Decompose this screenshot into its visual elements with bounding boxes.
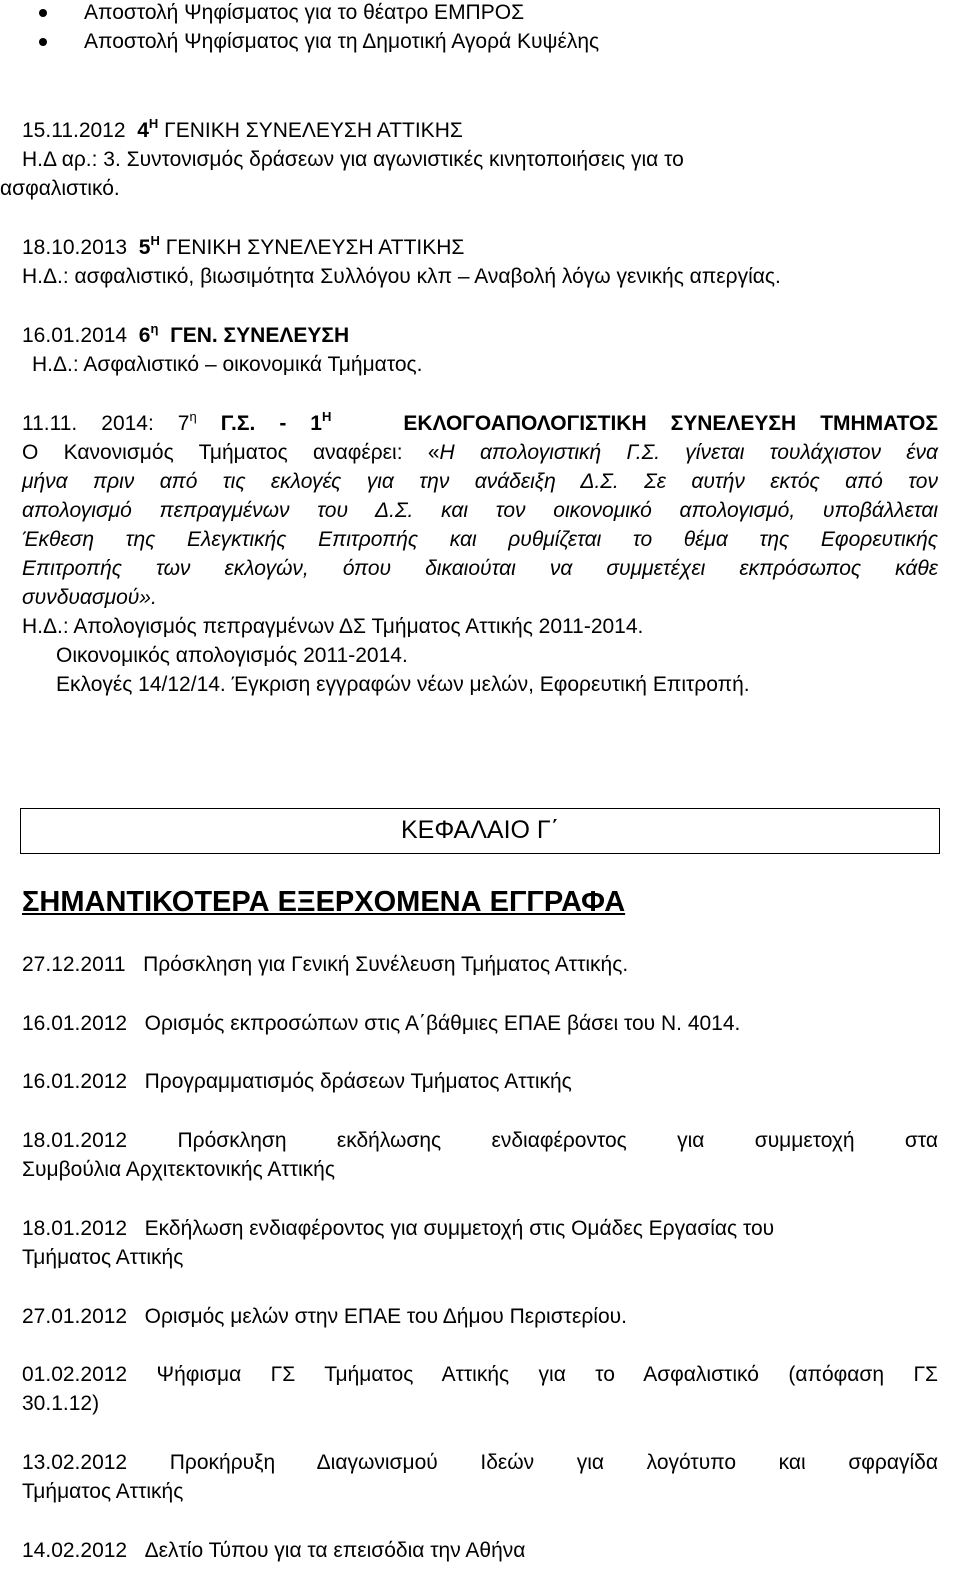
document-entry bbox=[22, 1360, 938, 1418]
document-text-cont: Συμβούλια Αρχιτεκτονικής Αττικής bbox=[22, 1158, 335, 1181]
document-entry bbox=[22, 1126, 938, 1184]
assembly-agenda: ασφαλιστικό. bbox=[0, 177, 120, 200]
assembly-agenda: Η.Δ.: Απολογισμός πεπραγμένων ΔΣ Τμήματος Αττικής 2011-2014. bbox=[22, 615, 644, 638]
assembly-heading bbox=[22, 321, 349, 350]
document-text: Πρόσκληση για Γενική Συνέλευση Τμήματος Αττικής. bbox=[143, 953, 629, 976]
assembly-date: 18.10.2013 bbox=[22, 236, 128, 259]
chapter-title: ΚΕΦΑΛΑΙΟ Γ΄ bbox=[400, 816, 560, 844]
assembly-gs: Γ.Σ. - 1 bbox=[220, 412, 322, 435]
document-text: Προγραμματισμός δράσεων Τμήματος Αττικής bbox=[144, 1070, 572, 1093]
document-text-cont: Τμήματος Αττικής bbox=[22, 1480, 184, 1503]
bullet-dot bbox=[39, 9, 47, 17]
quote-line: μήνα πριν από τις εκλογές για την ανάδειξη Δ.Σ. Σε αυτήν εκτός από τον bbox=[22, 470, 938, 493]
bullet-dot bbox=[39, 38, 47, 46]
document-text: Ορισμός εκπροσώπων στις Α΄βάθμιες ΕΠΑΕ βάσει του Ν. 4014. bbox=[144, 1012, 741, 1035]
bullet-item: Αποστολή Ψηφίσματος για τη Δημοτική Αγορά Κυψέλης bbox=[84, 30, 600, 53]
assembly-agenda: Οικονομικός απολογισμός 2011-2014. bbox=[56, 644, 408, 667]
document-entry bbox=[22, 1302, 938, 1331]
assembly-title: ΓΕΝΙΚΗ ΣΥΝΕΛΕΥΣΗ ΑΤΤΙΚΗΣ bbox=[164, 119, 463, 142]
assembly-date: 11.11. 2014: 7 bbox=[22, 412, 190, 435]
document-text: Προκήρυξη Διαγωνισμού Ιδεών για λογότυπο και σφραγίδα bbox=[169, 1451, 938, 1474]
assembly-heading bbox=[22, 409, 938, 438]
quote-line: απολογισμό πεπραγμένων του Δ.Σ. και τον οικονομικό απολογισμό, υποβάλλεται bbox=[22, 499, 938, 522]
document-entry bbox=[22, 1536, 938, 1565]
document-date: 01.02.2012 bbox=[22, 1363, 128, 1386]
document-entry bbox=[22, 1214, 938, 1272]
document-date: 16.01.2012 bbox=[22, 1070, 128, 1093]
document-text: Δελτίο Τύπου για τα επεισόδια την Αθήνα bbox=[144, 1539, 526, 1562]
assembly-date: 16.01.2014 bbox=[22, 324, 128, 347]
document-text: Πρόσκληση εκδήλωσης ενδιαφέροντος για συμμετοχή στα bbox=[177, 1129, 938, 1152]
quote-text: Η απολογιστική Γ.Σ. γίνεται τουλάχιστον ένα bbox=[439, 441, 938, 464]
ordinal-suffix: Η bbox=[150, 233, 160, 248]
quote-line: συνδυασμού». bbox=[22, 586, 157, 609]
assembly-agenda: Εκλογές 14/12/14. Έγκριση εγγραφών νέων μελών, Εφορευτική Επιτροπή. bbox=[56, 673, 750, 696]
assembly-heading bbox=[22, 233, 464, 262]
document-date: 18.01.2012 bbox=[22, 1217, 128, 1240]
assembly-date: 15.11.2012 bbox=[22, 119, 126, 142]
document-entry bbox=[22, 950, 938, 979]
document-text: Εκδήλωση ενδιαφέροντος για συμμετοχή στις Ομάδες Εργασίας του bbox=[144, 1217, 775, 1240]
assembly-agenda: Η.Δ.: Ασφαλιστικό – οικονομικά Τμήματος. bbox=[32, 353, 423, 376]
document-date: 27.01.2012 bbox=[22, 1305, 128, 1328]
assembly-heading bbox=[22, 116, 463, 145]
document-date: 16.01.2012 bbox=[22, 1012, 128, 1035]
document-entry bbox=[22, 1448, 938, 1506]
bullet-item: Αποστολή Ψηφίσματος για το θέατρο ΕΜΠΡΟΣ bbox=[84, 1, 525, 24]
assembly-title: ΓΕΝΙΚΗ ΣΥΝΕΛΕΥΣΗ ΑΤΤΙΚΗΣ bbox=[165, 236, 465, 259]
document-date: 14.02.2012 bbox=[22, 1539, 128, 1562]
document-text: Ορισμός μελών στην ΕΠΑΕ του Δήμου Περιστερίου. bbox=[144, 1305, 627, 1328]
quote-line: Επιτροπής των εκλογών, όπου δικαιούται να συμμετέχει εκπρόσωπος κάθε bbox=[22, 557, 938, 580]
document-date: 18.01.2012 bbox=[22, 1129, 128, 1152]
assembly-title: ΓΕΝ. ΣΥΝΕΛΕΥΣΗ bbox=[170, 324, 350, 347]
quote-line: Έκθεση της Ελεγκτικής Επιτροπής και ρυθμίζεται το θέμα της Εφορευτικής bbox=[22, 528, 938, 551]
ordinal-suffix: η bbox=[150, 321, 159, 336]
document-date: 27.12.2011 bbox=[22, 953, 126, 976]
ordinal-suffix: η bbox=[189, 409, 197, 424]
document-text-cont: Τμήματος Αττικής bbox=[22, 1246, 184, 1269]
assembly-number: 4 bbox=[137, 119, 149, 142]
document-date: 13.02.2012 bbox=[22, 1451, 128, 1474]
ordinal-suffix: Η bbox=[321, 409, 332, 424]
section-heading: ΣΗΜΑΝΤΙΚΟΤΕΡΑ ΕΞΕΡΧΟΜΕΝΑ ΕΓΓΡΑΦΑ bbox=[22, 886, 626, 918]
paragraph-line bbox=[22, 438, 938, 467]
assembly-title: ΕΚΛΟΓΟΑΠΟΛΟΓΙΣΤΙΚΗ ΣΥΝΕΛΕΥΣΗ ΤΜΗΜΑΤΟΣ bbox=[403, 412, 938, 435]
paragraph-text: Ο Κανονισμός Τμήματος αναφέρει: « bbox=[22, 441, 440, 464]
assembly-agenda: Η.Δ.: ασφαλιστικό, βιωσιμότητα Συλλόγου κλπ – Αναβολή λόγω γενικής απεργίας. bbox=[22, 265, 781, 288]
document-text: Ψήφισμα ΓΣ Τμήματος Αττικής για το Ασφαλιστικό (απόφαση ΓΣ bbox=[156, 1363, 938, 1386]
assembly-number: 6 bbox=[138, 324, 151, 347]
document-entry bbox=[22, 1009, 938, 1038]
ordinal-suffix: Η bbox=[148, 116, 159, 131]
document-text-cont: 30.1.12) bbox=[22, 1392, 100, 1415]
assembly-agenda: Η.Δ αρ.: 3. Συντονισμός δράσεων για αγωνιστικές κινητοποιήσεις για το bbox=[22, 148, 684, 171]
document-entry bbox=[22, 1067, 938, 1096]
assembly-number: 5 bbox=[138, 236, 151, 259]
